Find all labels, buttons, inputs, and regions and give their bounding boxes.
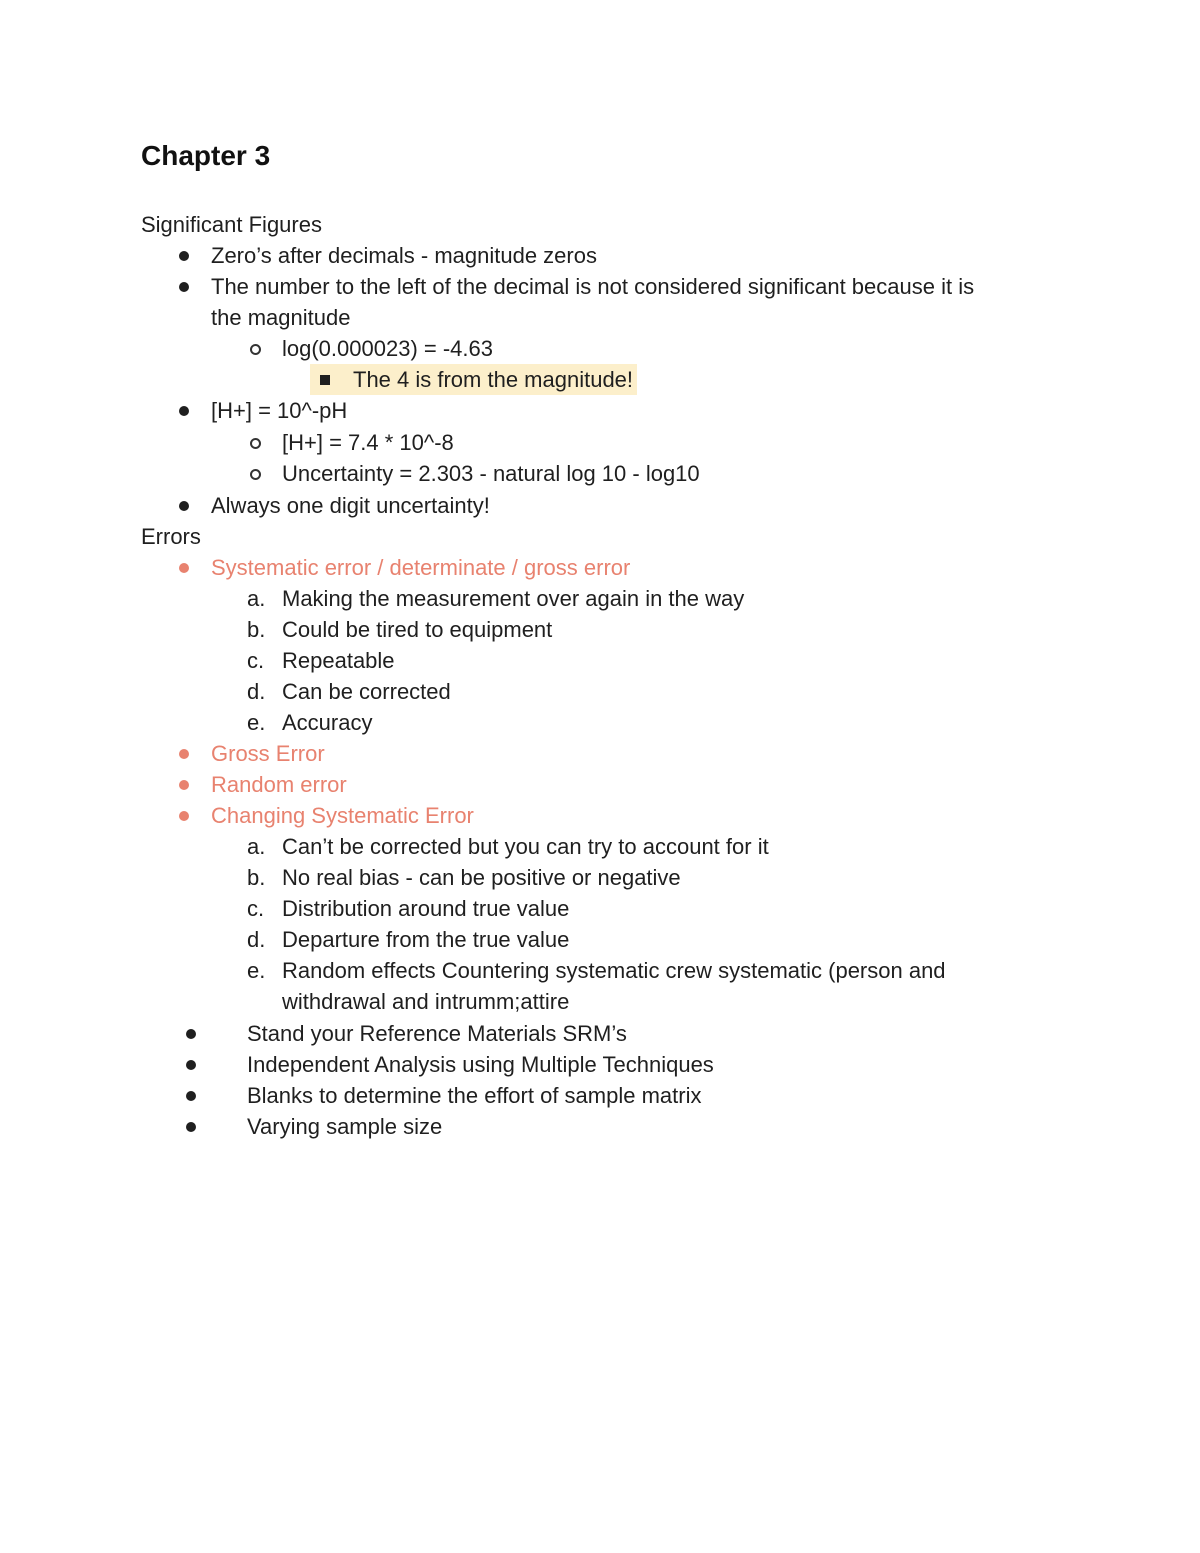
highlighted-note xyxy=(310,364,637,395)
section-heading-errors: Errors xyxy=(141,524,201,549)
list-subitem: Repeatable xyxy=(282,648,395,673)
list-item: Varying sample size xyxy=(247,1114,443,1139)
bullet-icon xyxy=(186,1060,196,1070)
list-subitem: Distribution around true value xyxy=(282,896,570,921)
list-subitem: Making the measurement over again in the way xyxy=(282,586,745,611)
bullet-icon xyxy=(179,406,189,416)
hollow-bullet-icon xyxy=(250,438,261,449)
bullet-icon xyxy=(179,251,189,261)
list-letter: d. xyxy=(247,927,266,952)
list-subitem-continuation: withdrawal and intrumm;attire xyxy=(282,989,570,1014)
list-subitem: Departure from the true value xyxy=(282,927,570,952)
bullet-icon xyxy=(179,501,189,511)
list-item-gross-error: Gross Error xyxy=(211,741,325,766)
list-subitem: [H+] = 7.4 * 10^-8 xyxy=(282,430,454,455)
list-letter: e. xyxy=(247,710,266,735)
list-item: Stand your Reference Materials SRM’s xyxy=(247,1021,627,1046)
bullet-icon xyxy=(179,563,189,573)
section-heading-significant-figures: Significant Figures xyxy=(141,212,322,237)
list-letter: a. xyxy=(247,586,266,611)
list-subitem: Can’t be corrected but you can try to account for it xyxy=(282,834,769,859)
bullet-icon xyxy=(179,282,189,292)
list-letter: c. xyxy=(247,896,265,921)
list-item: The number to the left of the decimal is not considered significant because it is xyxy=(211,274,975,299)
hollow-bullet-icon xyxy=(250,469,261,480)
bullet-icon xyxy=(186,1029,196,1039)
list-subitem: Accuracy xyxy=(282,710,373,735)
list-letter: b. xyxy=(247,865,266,890)
list-item: Independent Analysis using Multiple Techniques xyxy=(247,1052,714,1077)
list-subitem: No real bias - can be positive or negative xyxy=(282,865,681,890)
page-title: Chapter 3 xyxy=(141,140,271,171)
list-item: Blanks to determine the effort of sample matrix xyxy=(247,1083,702,1108)
list-item-random-error: Random error xyxy=(211,772,347,797)
square-bullet-icon xyxy=(320,375,330,385)
highlighted-note-text: The 4 is from the magnitude! xyxy=(353,367,634,392)
list-item: Always one digit uncertainty! xyxy=(211,493,490,518)
list-subitem: Can be corrected xyxy=(282,679,451,704)
bullet-icon xyxy=(179,811,189,821)
list-subitem: log(0.000023) = -4.63 xyxy=(282,336,493,361)
list-letter: e. xyxy=(247,958,266,983)
hollow-bullet-icon xyxy=(250,344,261,355)
bullet-icon xyxy=(186,1091,196,1101)
list-subitem: Random effects Countering systematic crew systematic (person and xyxy=(282,958,946,983)
list-subitem: Could be tired to equipment xyxy=(282,617,553,642)
list-letter: a. xyxy=(247,834,266,859)
list-item: Zero’s after decimals - magnitude zeros xyxy=(211,243,597,268)
list-letter: c. xyxy=(247,648,265,673)
bullet-icon xyxy=(186,1122,196,1132)
list-letter: b. xyxy=(247,617,266,642)
bullet-icon xyxy=(179,749,189,759)
list-item-continuation: the magnitude xyxy=(211,305,351,330)
bullet-icon xyxy=(179,780,189,790)
list-item-systematic-error: Systematic error / determinate / gross error xyxy=(211,555,631,580)
list-subitem: Uncertainty = 2.303 - natural log 10 - log10 xyxy=(282,461,700,486)
list-item-changing-systematic-error: Changing Systematic Error xyxy=(211,803,474,828)
list-letter: d. xyxy=(247,679,266,704)
list-item: [H+] = 10^-pH xyxy=(211,398,348,423)
